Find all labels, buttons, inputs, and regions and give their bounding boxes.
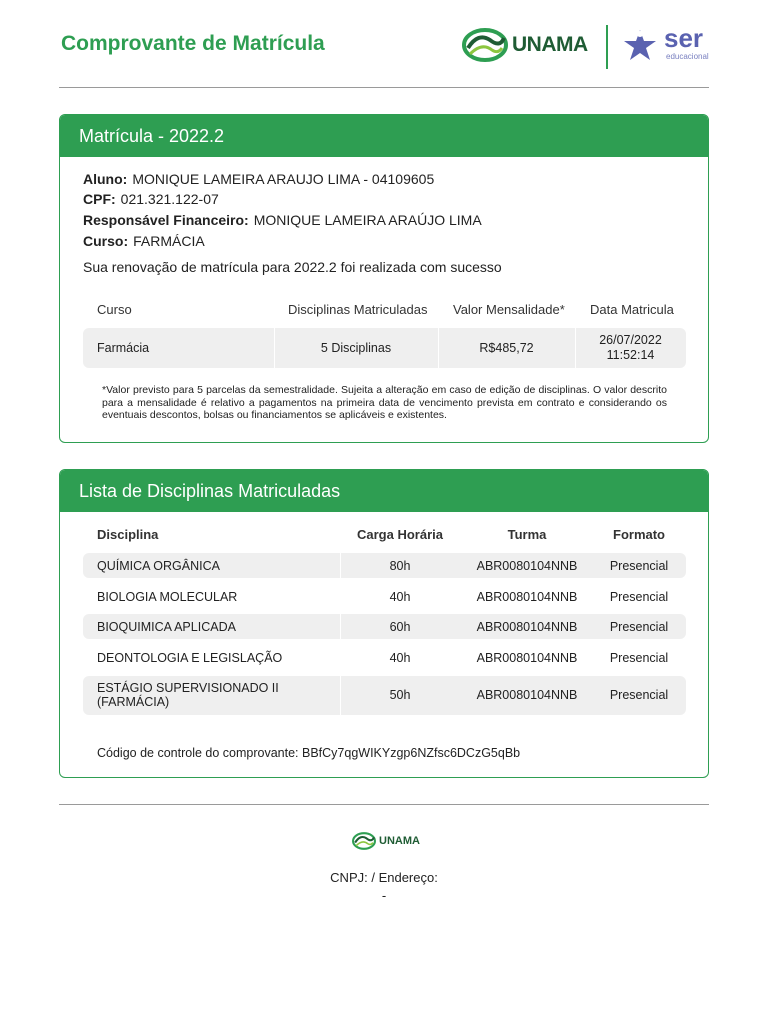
disciplines-heading: Lista de Disciplinas Matriculadas bbox=[60, 470, 708, 512]
footer-divider bbox=[59, 804, 709, 805]
footer-unama-logo bbox=[352, 832, 420, 850]
col-header-monthly-value: Valor Mensalidade* bbox=[453, 302, 565, 317]
table-row bbox=[83, 645, 686, 670]
enrollment-card bbox=[59, 114, 709, 443]
table-row bbox=[83, 614, 686, 639]
discipline-hours: 60h bbox=[389, 620, 411, 634]
unama-swirl-icon bbox=[352, 832, 376, 850]
discipline-name-line2: (FARMÁCIA) bbox=[97, 695, 170, 709]
ser-logo-subtext: educacional bbox=[666, 52, 709, 61]
control-code: Código de controle do comprovante: BBfCy7qgWIKYzgp6NZfsc6DCzG5qBb bbox=[97, 746, 521, 760]
course-value: FARMÁCIA bbox=[133, 233, 205, 249]
logo-separator bbox=[606, 25, 608, 69]
success-message: Sua renovação de matrícula para 2022.2 foi realizada com sucesso bbox=[83, 259, 502, 275]
discipline-hours: 80h bbox=[389, 559, 411, 573]
ser-logo-text: ser bbox=[664, 23, 704, 53]
enrollment-heading: Matrícula - 2022.2 bbox=[60, 115, 708, 157]
financial-line bbox=[83, 212, 482, 228]
footer-logo-text: UNAMA bbox=[379, 835, 420, 847]
footer-cnpj-address: CNPJ: / Endereço: bbox=[330, 870, 438, 885]
header-divider bbox=[59, 87, 709, 88]
disciplines-card bbox=[59, 469, 709, 778]
unama-logo-text: UNAMA bbox=[512, 33, 588, 56]
discipline-class: ABR0080104NNB bbox=[476, 688, 578, 702]
table-row bbox=[83, 328, 686, 368]
row-date: 26/07/2022 bbox=[599, 333, 662, 347]
table-row bbox=[83, 676, 686, 715]
row-time: 11:52:14 bbox=[606, 348, 655, 362]
discipline-format: Presencial bbox=[609, 688, 669, 702]
discipline-name: BIOQUIMICA APLICADA bbox=[97, 620, 236, 634]
discipline-class: ABR0080104NNB bbox=[476, 559, 578, 573]
student-value: MONIQUE LAMEIRA ARAUJO LIMA - 04109605 bbox=[132, 171, 435, 187]
financial-label: Responsável Financeiro: bbox=[83, 212, 249, 228]
discipline-format: Presencial bbox=[609, 590, 669, 604]
student-line bbox=[83, 171, 434, 187]
footnote: *Valor previsto para 5 parcelas da semestralidade. Sujeita a alteração em caso de edição de disciplinas. O valor descrito para a mensalidade é relativo a pagamentos na primeira data de vencimento prevista em contrato e considerando os eventuais descontos, bolsas ou financiamentos se aplicáveis e existentes. bbox=[102, 384, 667, 421]
star-person-icon bbox=[620, 28, 660, 64]
col-header-class: Turma bbox=[507, 527, 547, 542]
discipline-hours: 50h bbox=[389, 688, 411, 702]
discipline-format: Presencial bbox=[609, 559, 669, 573]
row-disciplines: 5 Disciplinas bbox=[320, 341, 392, 355]
discipline-hours: 40h bbox=[389, 651, 411, 665]
discipline-name: DEONTOLOGIA E LEGISLAÇÃO bbox=[97, 651, 283, 665]
course-line bbox=[83, 233, 205, 249]
col-header-course: Curso bbox=[97, 302, 132, 317]
discipline-class: ABR0080104NNB bbox=[476, 590, 578, 604]
page-header bbox=[0, 0, 768, 88]
unama-logo bbox=[462, 28, 588, 62]
discipline-name: ESTÁGIO SUPERVISIONADO II bbox=[97, 681, 279, 695]
col-header-hours: Carga Horária bbox=[357, 527, 443, 542]
footer-line2: - bbox=[381, 888, 387, 903]
financial-value: MONIQUE LAMEIRA ARAÚJO LIMA bbox=[253, 212, 482, 228]
discipline-class: ABR0080104NNB bbox=[476, 651, 578, 665]
unama-swirl-icon bbox=[462, 28, 508, 62]
cpf-label: CPF: bbox=[83, 191, 116, 207]
col-header-format: Formato bbox=[613, 527, 665, 542]
row-course: Farmácia bbox=[97, 341, 150, 355]
col-header-discipline: Disciplina bbox=[97, 527, 159, 542]
table-row bbox=[83, 553, 686, 578]
discipline-hours: 40h bbox=[389, 590, 411, 604]
col-header-date: Data Matricula bbox=[590, 302, 674, 317]
discipline-name: QUÍMICA ORGÂNICA bbox=[97, 559, 220, 573]
discipline-class: ABR0080104NNB bbox=[476, 620, 578, 634]
discipline-format: Presencial bbox=[609, 651, 669, 665]
table-row bbox=[83, 584, 686, 609]
course-label: Curso: bbox=[83, 233, 129, 249]
page-title: Comprovante de Matrícula bbox=[61, 32, 325, 55]
cpf-value: 021.321.122-07 bbox=[120, 191, 219, 207]
col-header-disciplines: Disciplinas Matriculadas bbox=[288, 302, 428, 317]
discipline-name: BIOLOGIA MOLECULAR bbox=[97, 590, 238, 604]
student-label: Aluno: bbox=[83, 171, 128, 187]
cpf-line bbox=[83, 191, 219, 207]
discipline-format: Presencial bbox=[609, 620, 669, 634]
row-monthly-value: R$485,72 bbox=[479, 341, 534, 355]
